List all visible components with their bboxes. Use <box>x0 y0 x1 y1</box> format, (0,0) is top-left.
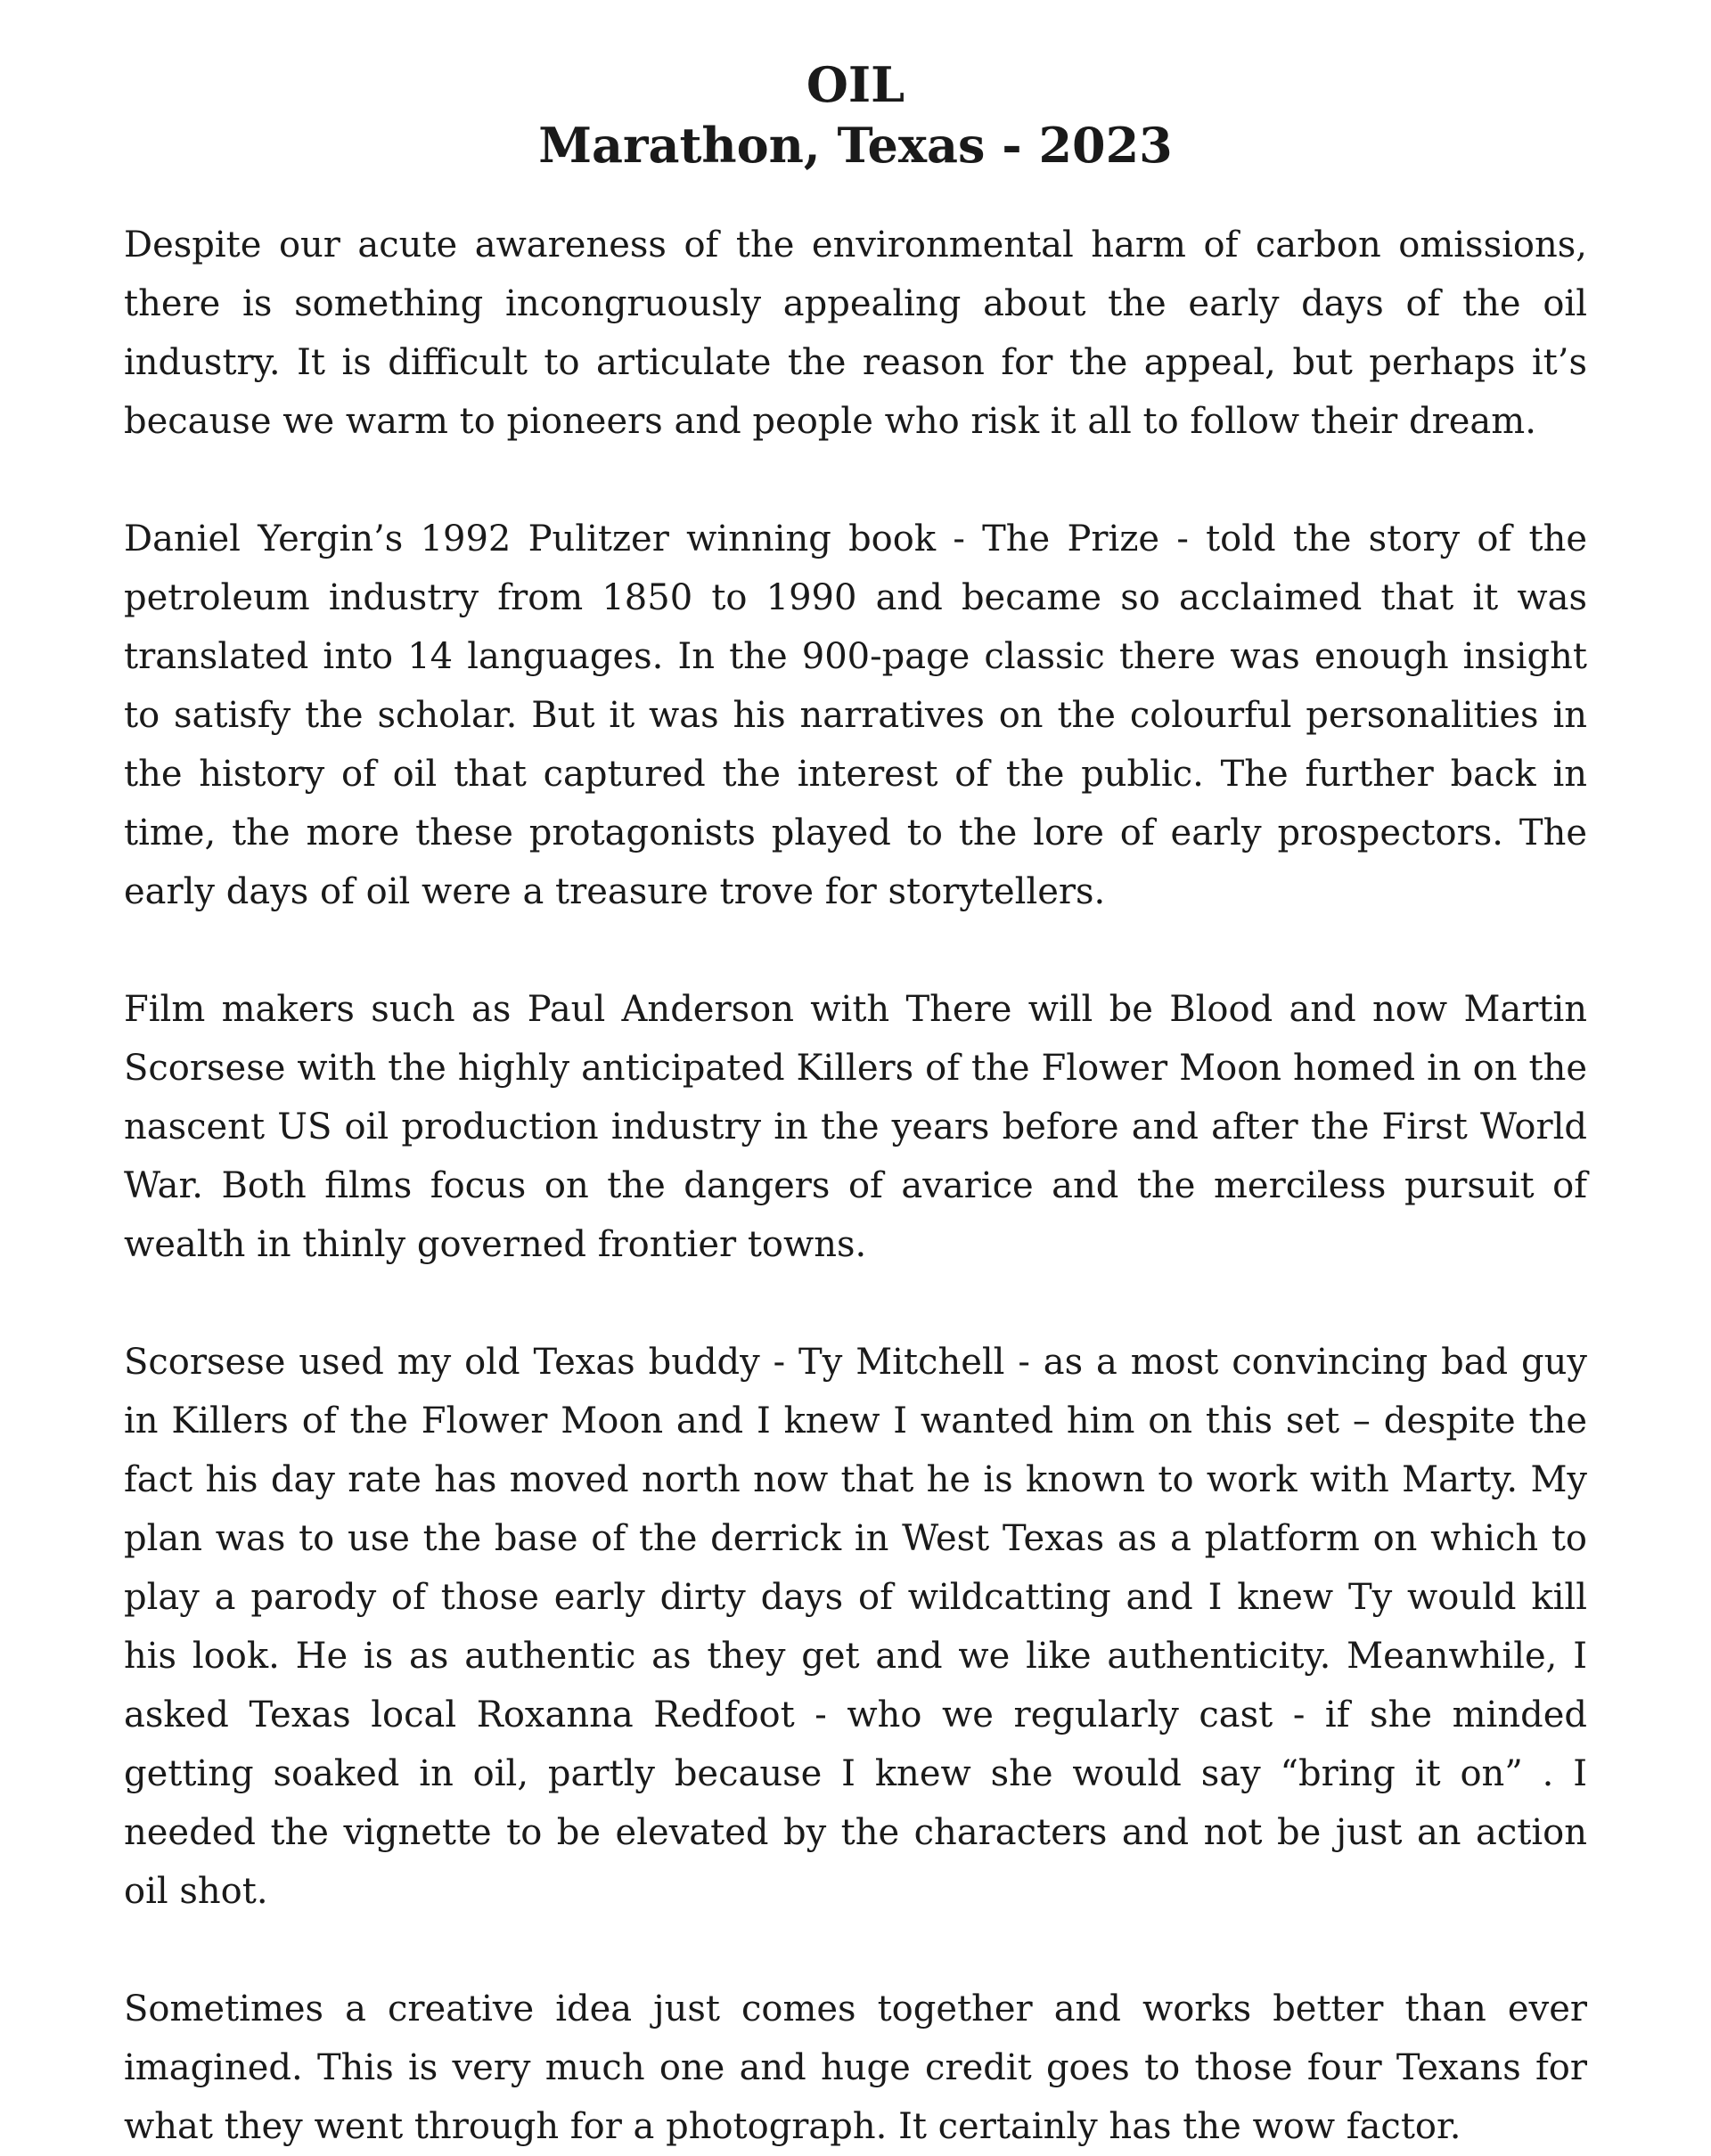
paragraph-intro: Despite our acute awareness of the environmental harm of carbon omissions, there is something incongruously appealing about the early days of the oil industry. It is difficult to articulate the reason for the appeal, but perhaps it’s because we warm to pioneers and people who risk it all to follow their dream. <box>124 225 1587 442</box>
document-body <box>124 216 1587 2156</box>
paragraph-scorsese: Scorsese used my old Texas buddy - Ty Mitchell - as a most convincing bad guy in Killers of the Flower Moon and I knew I wanted him on this set – despite the fact his day rate has moved north now that he is known to work with Marty. My plan was to use the base of the derrick in West Texas as a platform on which to play a parody of those early dirty days of wildcatting and I knew Ty would kill his look. He is as authentic as they get and we like authenticity. Meanwhile, I asked Texas local Roxanna Redfoot - who we regularly cast - if she minded getting soaked in oil, partly because I knew she would say “bring it on” . I needed the vignette to be elevated by the characters and not be just an action oil shot. <box>124 1342 1587 1912</box>
paragraph-conclusion: Sometimes a creative idea just comes together and works better than ever imagined. This is very much one and huge credit goes to those four Texans for what they went through for a photograph. It certainly has the wow factor. <box>124 1989 1587 2147</box>
document-title: OIL <box>806 56 905 113</box>
paragraph-yergin: Daniel Yergin’s 1992 Pulitzer winning book - The Prize - told the story of the petroleum industry from 1850 to 1990 and became so acclaimed that it was translated into 14 languages. In the 900-page classic there was enough insight to satisfy the scholar. But it was his narratives on the colourful personalities in the history of oil that captured the interest of the public. The further back in time, the more these protagonists played to the lore of early prospectors. The early days of oil were a treasure trove for storytellers. <box>124 519 1587 912</box>
document-subtitle: Marathon, Texas - 2023 <box>538 117 1173 174</box>
paragraph-film-makers: Film makers such as Paul Anderson with There will be Blood and now Martin Scorsese with the highly anticipated Killers of the Flower Moon homed in on the nascent US oil production industry in the years before and after the First World War. Both films focus on the dangers of avarice and the merciless pursuit of wealth in thinly governed frontier towns. <box>124 989 1587 1265</box>
document-page <box>124 55 1587 2156</box>
